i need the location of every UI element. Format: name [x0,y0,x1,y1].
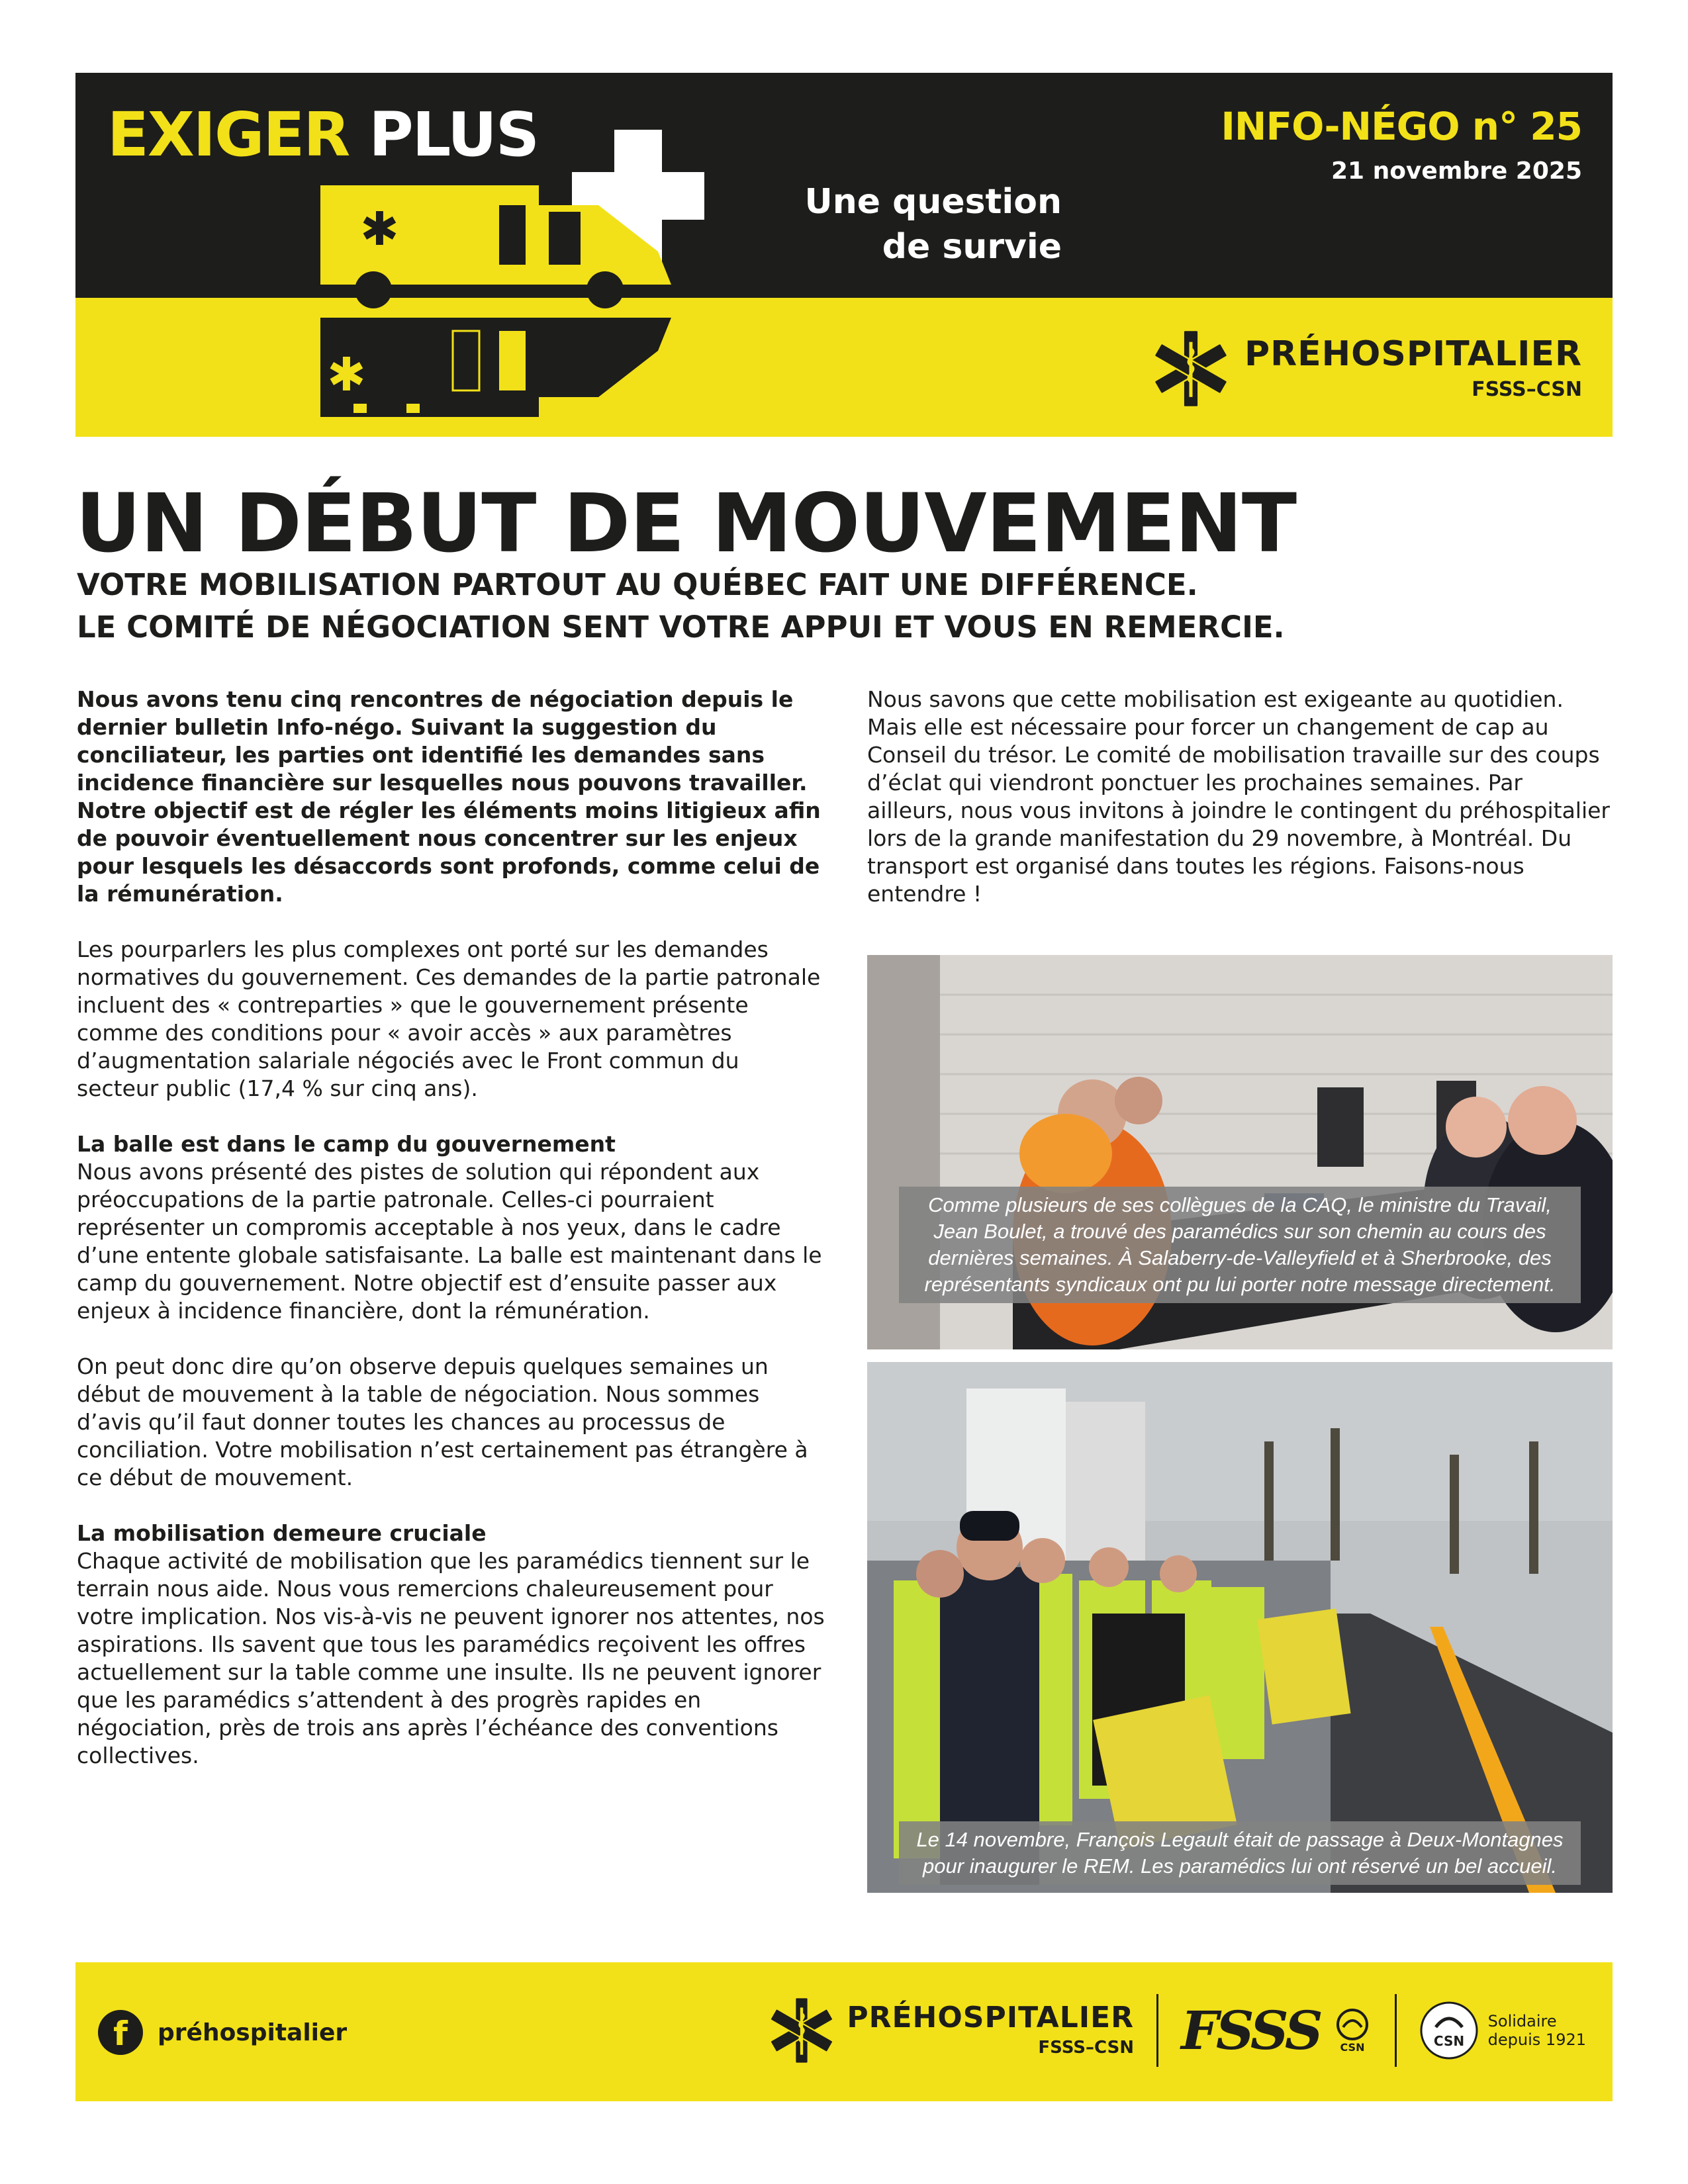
facebook-link[interactable] [98,2010,347,2055]
issue-date: 21 novembre 2025 [1331,158,1582,185]
section-heading: La balle est dans le camp du gouvernement [77,1131,616,1157]
solidaire-line2: depuis 1921 [1487,2030,1586,2049]
article-title: UN DÉBUT DE MOUVEMENT [75,477,1297,570]
body-paragraph: On peut donc dire qu’on observe depuis quelques semaines un début de mouvement à la table de négociation. Nous sommes d’avis qu’il faut donner toutes les chances au processus de conciliation. Votre mobilisation n’est certainement pas étrangère à ce début de mouvement. [77,1353,808,1490]
solidaire-text [1488,2012,1586,2049]
rally-image [867,1362,1613,1893]
fsss-logo: FSSS [1181,1999,1321,2062]
body-paragraph: Chaque activité de mobilisation que les paramédics tiennent sur le terrain nous aide. Nous vous remercions chaleureusement pour votre implication. Nos vis-à-vis ne peuvent ignorer nos attentes, nos aspirations. Ils savent que tous les paramédics reçoivent les offres actuellement sur la table comme une insulte. Ils ne peuvent ignorer que les paramédics s’attendent à des progrès rapides en négociation, près de trois ans après l’échéance des conventions collectives. [77,1548,825,1768]
logo-divider [1156,1994,1158,2067]
footer-org-name: PRÉHOSPITALIER [847,2001,1135,2034]
svg-text:✱: ✱ [360,202,399,256]
tagline-line1: Une question [804,182,1062,222]
section-heading: La mobilisation demeure cruciale [77,1520,487,1546]
tagline [724,180,1062,269]
tagline-line2: de survie [882,226,1062,267]
body-paragraph: Nous savons que cette mobilisation est exigeante au quotidien. Mais elle est nécessaire pour forcer un changement de cap au Conseil du trésor. Le comité de mobilisation travaille sur des coups d’éclat qui viendront ponctuer les prochaines semaines. Par ailleurs, nous vous invitons à joindre le contingent du préhospitalier lors de la grande manifestation du 29 novembre, à Montréal. Du transport est organisé dans toutes les régions. Faisons-nous entendre ! [867,686,1610,907]
footer [75,1962,1613,2101]
body-paragraph: Les pourparlers les plus complexes ont porté sur les demandes normatives du gouvernement. Ces demandes de la partie patronale incluent des « contreparties » que le gouvernement présente comme des conditions pour « avoir accès » aux paramètres d’augmentation salariale négociés avec le Front commun du secteur public (17,4 % sur cinq ans). [77,936,821,1101]
photo-caption: Le 14 novembre, François Legault était de passage à Deux-Montagnes pour inaugurer le REM. Les paramédics lui ont réservé un bel accueil. [899,1821,1581,1885]
org-sub: FSSS–CSN [1472,377,1582,401]
org-name: PRÉHOSPITALIER [1244,334,1582,374]
facebook-label: préhospitalier [158,2019,348,2046]
subtitle-line2: LE COMITÉ DE NÉGOCIATION SENT VOTRE APPUI ET VOUS EN REMERCIE. [77,610,1285,645]
brand-part1: EXIGER [107,99,350,170]
subtitle-line1: VOTRE MOBILISATION PARTOUT AU QUÉBEC FAIT UNE DIFFÉRENCE. [77,567,1198,602]
star-of-life-icon [1149,327,1233,410]
photo-rally [867,1362,1613,1893]
brand-logo [107,99,538,170]
csn-logo-icon [1419,2001,1479,2060]
footer-org-sub: FSSS–CSN [1038,2038,1135,2058]
star-of-life-icon [766,1995,837,2066]
issue-number: INFO-NÉGO n° 25 [1221,104,1582,149]
photo-caption: Comme plusieurs de ses collègues de la CAQ, le ministre du Travail, Jean Boulet, a trouvé des paramédics sur son chemin au cours des dernières semaines. À Salaberry-de-Valleyfield et à Sherbrooke, des représentants syndicaux ont pu lui porter notre message directement. [899,1187,1581,1303]
article-column-right [867,686,1613,936]
body-paragraph: Nous avons présenté des pistes de solution qui répondent aux préoccupations de la partie patronale. Celles-ci pourraient représenter un compromis acceptable à nos yeux, dans le cadre d’une entente globale satisfaisante. La balle est maintenant dans le camp du gouvernement. Notre objectif est d’ensuite passer aux enjeux à incidence financière, dont la rémunération. [77,1159,822,1324]
csn-small-logo-icon [1333,2007,1372,2054]
masthead [75,73,1613,437]
svg-text:CSN: CSN [1340,2041,1365,2054]
brand-part2: PLUS [369,99,538,170]
svg-text:CSN: CSN [1433,2033,1464,2049]
prehospitalier-logo [1149,327,1582,410]
svg-text:✱: ✱ [327,347,366,402]
ambulance-illustration-icon [301,172,698,437]
footer-prehospitalier-logo [766,1995,1134,2066]
article-column-left [77,686,825,1797]
logo-divider [1395,1994,1397,2067]
solidaire-line1: Solidaire [1487,2012,1557,2030]
photo-meeting [867,955,1613,1349]
lead-paragraph: Nous avons tenu cinq rencontres de négociation depuis le dernier bulletin Info-négo. Suivant la suggestion du conciliateur, les parties ont identifié les demandes sans incidence financière sur lesquelles nous pouvons travailler. Notre objectif est de régler les éléments moins litigieux afin de pouvoir éventuellement nous concentrer sur les enjeux pour lesquels les désaccords sont profonds, comme celui de la rémunération. [77,686,821,907]
facebook-icon: f [98,2010,143,2055]
article-subtitle [77,564,1285,649]
footer-logos [766,1981,1586,2080]
